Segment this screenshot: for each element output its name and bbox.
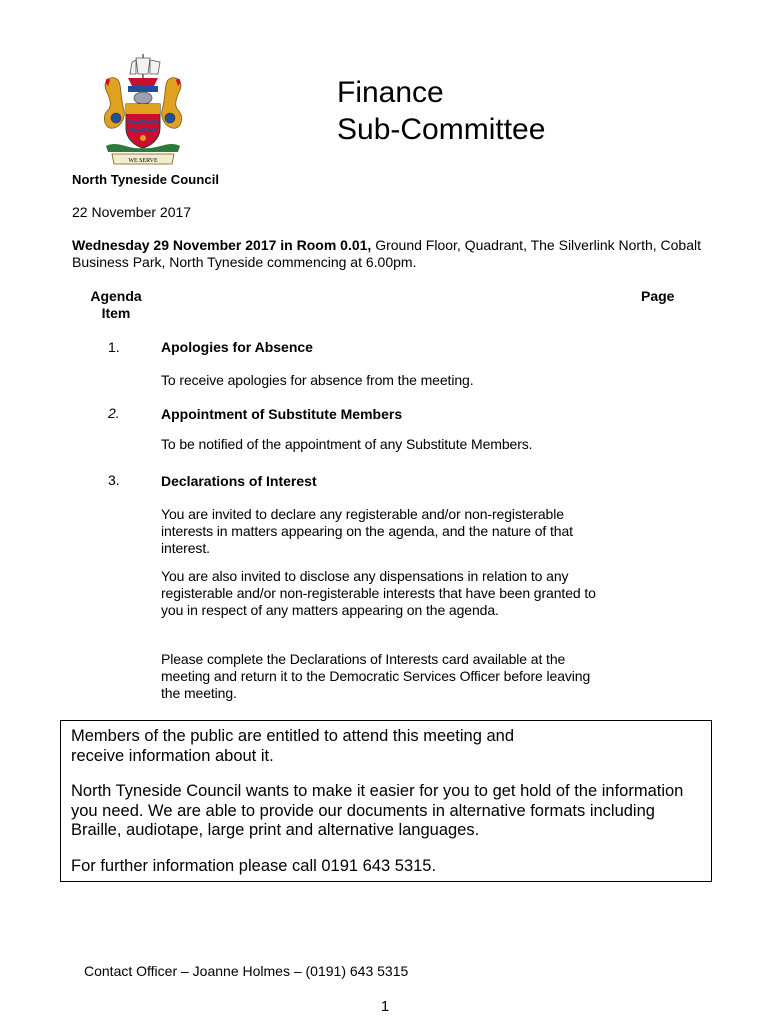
council-name: North Tyneside Council (72, 172, 220, 187)
agenda-item-column-header: Agenda Item (90, 288, 142, 321)
council-crest-logo (98, 50, 188, 172)
agenda-item-title: Declarations of Interest (161, 473, 317, 489)
notice-paragraph: Members of the public are entitled to attend this meeting and receive information about it. (71, 727, 515, 765)
agenda-item-text: To be notified of the appointment of any Substitute Members. (161, 436, 533, 452)
meeting-date-room: Wednesday 29 November 2017 in Room 0.01, (72, 237, 372, 253)
meeting-location: Ground Floor, Quadrant, The Silverlink North, Cobalt Business Park, North Tyneside commencing at 6.00pm. (72, 237, 701, 270)
contact-officer: Contact Officer – Joanne Holmes – (0191) 643 5315 (84, 963, 409, 979)
agenda-item-text: You are also invited to disclose any dispensations in relation to any registerable and/or non-registerable interests that have been granted to you in respect of any matters appearing on the agenda. (161, 568, 596, 618)
title-line-2: Sub-Committee (337, 113, 546, 146)
notice-paragraph: North Tyneside Council wants to make it easier for you to get hold of the information you need. We are able to provide our documents in alternative formats including Braille, audiotape, large print and alternative languages. (71, 782, 684, 839)
agenda-item-title: Appointment of Substitute Members (161, 406, 403, 422)
meeting-details (72, 237, 712, 271)
letter-date: 22 November 2017 (72, 204, 192, 220)
notice-phone-paragraph: For further information please call 0191 643 5315. (71, 856, 437, 875)
public-access-notice (60, 720, 712, 882)
agenda-item-number: 1. (108, 339, 120, 355)
page-number: 1 (380, 998, 390, 1015)
page-column-header: Page (641, 288, 675, 304)
agenda-item-number: 3. (108, 472, 120, 488)
agenda-item-text: To receive apologies for absence from the meeting. (161, 372, 474, 388)
agenda-item-text: You are invited to declare any registerable and/or non-registerable interests in matters appearing on the agenda, and the nature of that interest. (161, 506, 573, 556)
title-line-1: Finance (337, 76, 444, 109)
crest-motto: WE SERVE (128, 158, 158, 164)
document-title (337, 74, 545, 148)
agenda-item-number: 2. (108, 405, 120, 421)
agenda-item-title: Apologies for Absence (161, 339, 313, 355)
agenda-item-text: Please complete the Declarations of Interests card available at the meeting and return it to the Democratic Services Officer before leaving the meeting. (161, 651, 591, 701)
